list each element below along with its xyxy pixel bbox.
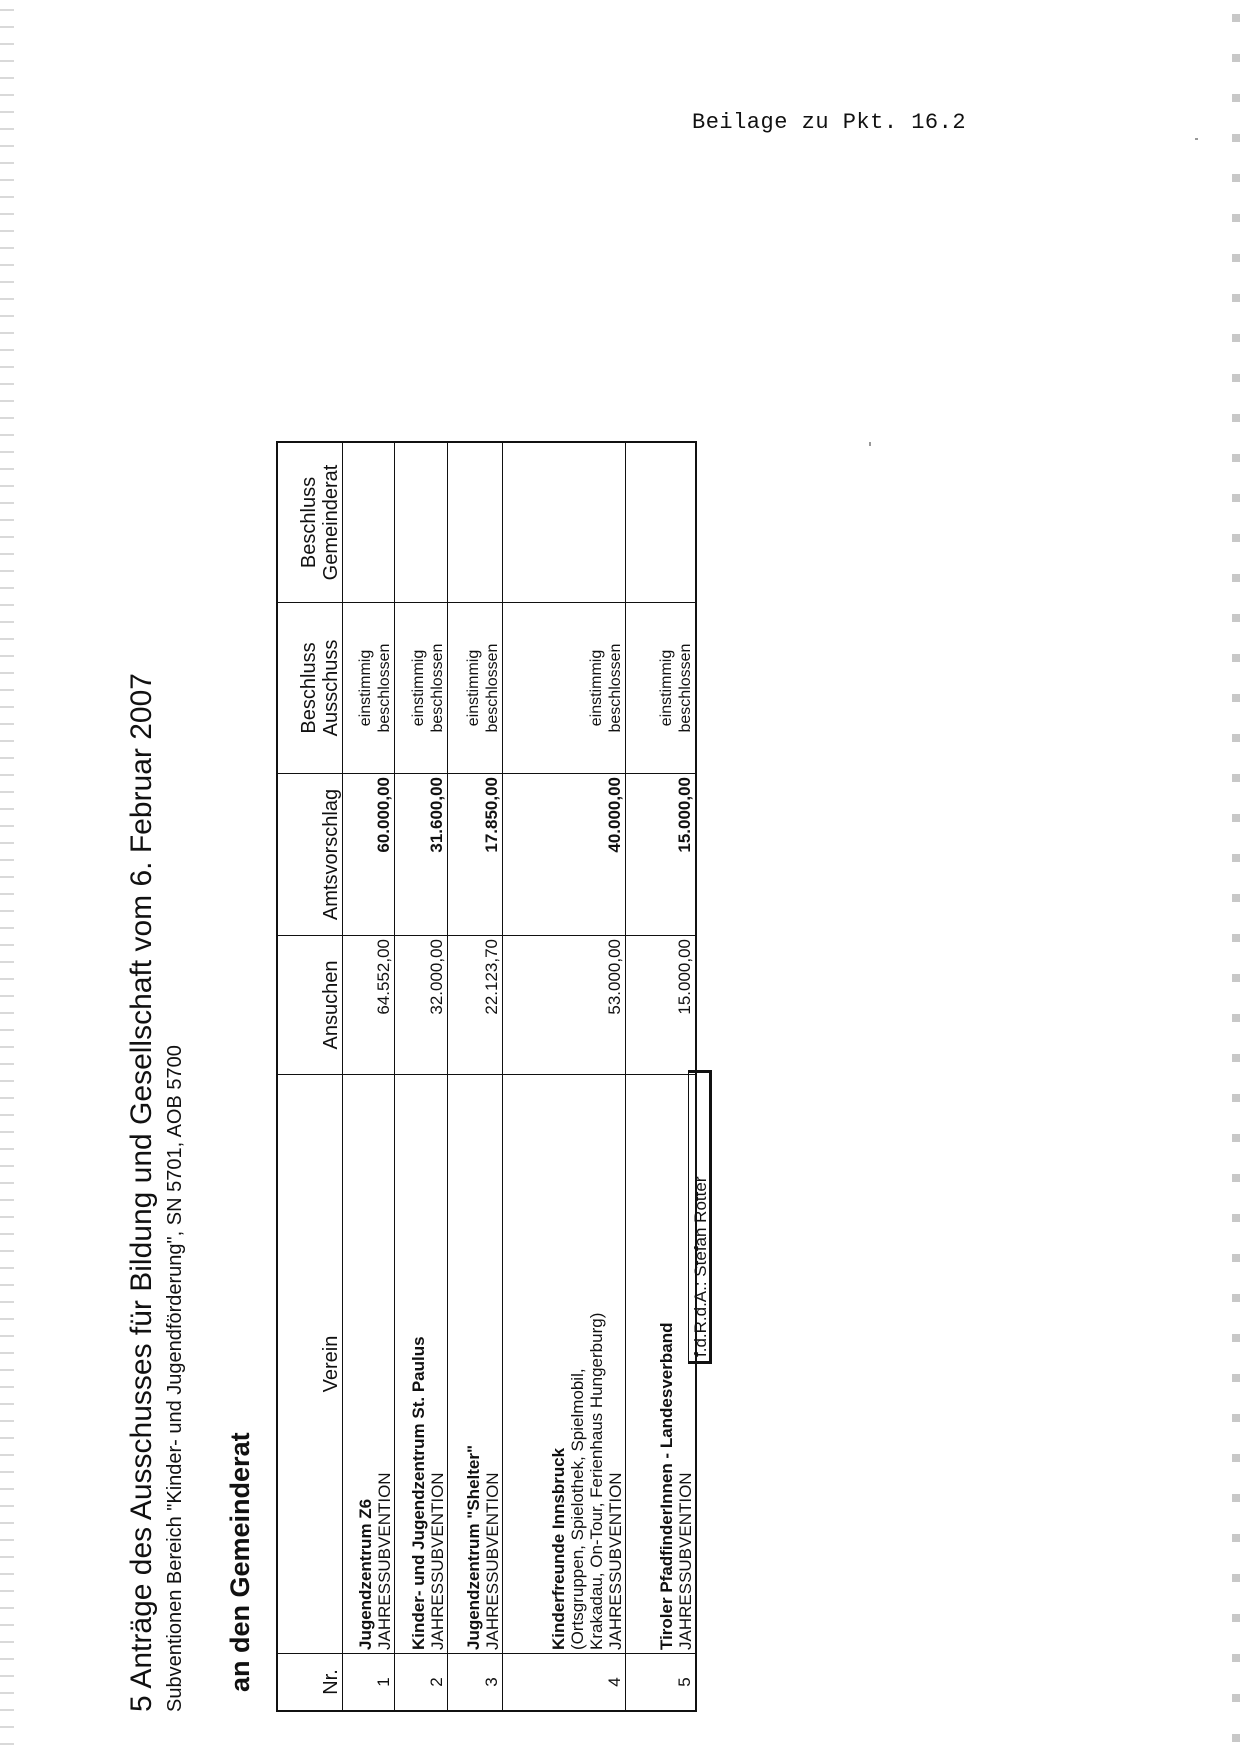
- table-header-row: [277, 442, 343, 1711]
- table-row: [448, 442, 503, 1711]
- row-beschluss-gemeinderat: [503, 442, 626, 603]
- row-ansuchen: 53.000,00: [503, 936, 626, 1075]
- row-verein: [503, 1075, 626, 1654]
- header-gemeinderat-label: Gemeinderat: [320, 464, 342, 581]
- row-verein: [448, 1075, 503, 1654]
- row-nr: 1: [343, 1654, 395, 1712]
- verein-name: Kinder- und Jugendzentrum St. Paulus: [409, 1336, 428, 1650]
- table-row: [343, 442, 395, 1711]
- col-amtsvorschlag-header: Amtsvorschlag: [277, 774, 343, 936]
- row-beschluss-ausschuss: [626, 603, 697, 774]
- row-ansuchen: 22.123,70: [448, 936, 503, 1075]
- col-verein-header: Verein: [277, 1075, 343, 1654]
- signature-box: f.d.R.d.A.: Stefan Rotter: [688, 1070, 712, 1364]
- verein-name: Jugendzentrum "Shelter": [464, 1444, 483, 1650]
- verein-type: JAHRESSUBVENTION: [676, 1472, 695, 1650]
- row-amtsvorschlag: 17.850,00: [448, 774, 503, 936]
- row-beschluss-ausschuss: [395, 603, 448, 774]
- row-beschluss-ausschuss: [503, 603, 626, 774]
- header-ausschuss-label: Ausschuss: [320, 639, 342, 737]
- row-beschluss-gemeinderat: [626, 442, 697, 603]
- row-beschluss-ausschuss: [343, 603, 395, 774]
- header-beschluss-label: Beschluss: [298, 642, 320, 734]
- row-ansuchen: 32.000,00: [395, 936, 448, 1075]
- row-amtsvorschlag: 40.000,00: [503, 774, 626, 936]
- verein-detail: (Ortsgruppen, Spielothek, Spielmobil,: [568, 1368, 587, 1650]
- row-amtsvorschlag: 60.000,00: [343, 774, 395, 936]
- subsidy-table: [276, 441, 697, 1712]
- header-beschluss-label: Beschluss: [298, 476, 320, 569]
- beschluss-line-1: einstimmig: [465, 649, 482, 727]
- beschluss-line-2: beschlossen: [484, 643, 501, 733]
- row-beschluss-gemeinderat: [343, 442, 395, 603]
- row-verein: [395, 1075, 448, 1654]
- scan-speck: [869, 442, 871, 446]
- verein-name: Tiroler PfadfinderInnen - Landesverband: [657, 1322, 676, 1650]
- row-amtsvorschlag: 15.000,00: [626, 774, 697, 936]
- document-subtitle: Subventionen Bereich "Kinder- und Jugendförderung", SN 5701, AOB 5700: [164, 1045, 186, 1712]
- row-nr: 2: [395, 1654, 448, 1712]
- verein-detail: Krakadau, On-Tour, Ferienhaus Hungerburg): [587, 1312, 606, 1650]
- scan-edge-left: [0, 0, 14, 1753]
- beschluss-line-2: beschlossen: [607, 643, 624, 733]
- row-amtsvorschlag: 31.600,00: [395, 774, 448, 936]
- beschluss-line-2: beschlossen: [376, 643, 393, 733]
- row-nr: 4: [503, 1654, 626, 1712]
- verein-type: JAHRESSUBVENTION: [375, 1472, 394, 1650]
- row-verein: [343, 1075, 395, 1654]
- row-ansuchen: 15.000,00: [626, 936, 697, 1075]
- rotated-document-sheet: [125, 302, 765, 1712]
- verein-type: JAHRESSUBVENTION: [606, 1472, 625, 1650]
- verein-name: Kinderfreunde Innsbruck: [549, 1447, 568, 1650]
- row-verein: [626, 1075, 697, 1654]
- row-beschluss-ausschuss: [448, 603, 503, 774]
- row-nr: 5: [626, 1654, 697, 1712]
- row-ansuchen: 64.552,00: [343, 936, 395, 1075]
- document-title: 5 Anträge des Ausschusses für Bildung und Gesellschaft vom 6. Februar 2007: [125, 673, 158, 1712]
- scan-edge-right: [1232, 0, 1240, 1753]
- table-row: [395, 442, 448, 1711]
- row-beschluss-gemeinderat: [448, 442, 503, 603]
- beschluss-line-1: einstimmig: [658, 649, 675, 727]
- row-nr: 3: [448, 1654, 503, 1712]
- table-row: [503, 442, 626, 1711]
- scan-speck: [1195, 138, 1198, 140]
- verein-type: JAHRESSUBVENTION: [428, 1472, 447, 1650]
- col-ansuchen-header: Ansuchen: [277, 936, 343, 1075]
- beschluss-line-1: einstimmig: [357, 649, 374, 727]
- beschluss-line-1: einstimmig: [410, 649, 427, 727]
- col-beschluss-ausschuss-header: [277, 603, 343, 774]
- beschluss-line-2: beschlossen: [677, 643, 694, 733]
- document-heading: an den Gemeinderat: [225, 1432, 255, 1692]
- beschluss-line-2: beschlossen: [429, 643, 446, 733]
- table-row: [626, 442, 697, 1711]
- verein-name: Jugendzentrum Z6: [356, 1498, 375, 1650]
- beschluss-line-1: einstimmig: [588, 649, 605, 727]
- col-beschluss-gemeinderat-header: [277, 442, 343, 603]
- attachment-label: Beilage zu Pkt. 16.2: [692, 110, 967, 135]
- row-beschluss-gemeinderat: [395, 442, 448, 603]
- col-nr-header: Nr.: [277, 1654, 343, 1712]
- verein-type: JAHRESSUBVENTION: [483, 1472, 502, 1650]
